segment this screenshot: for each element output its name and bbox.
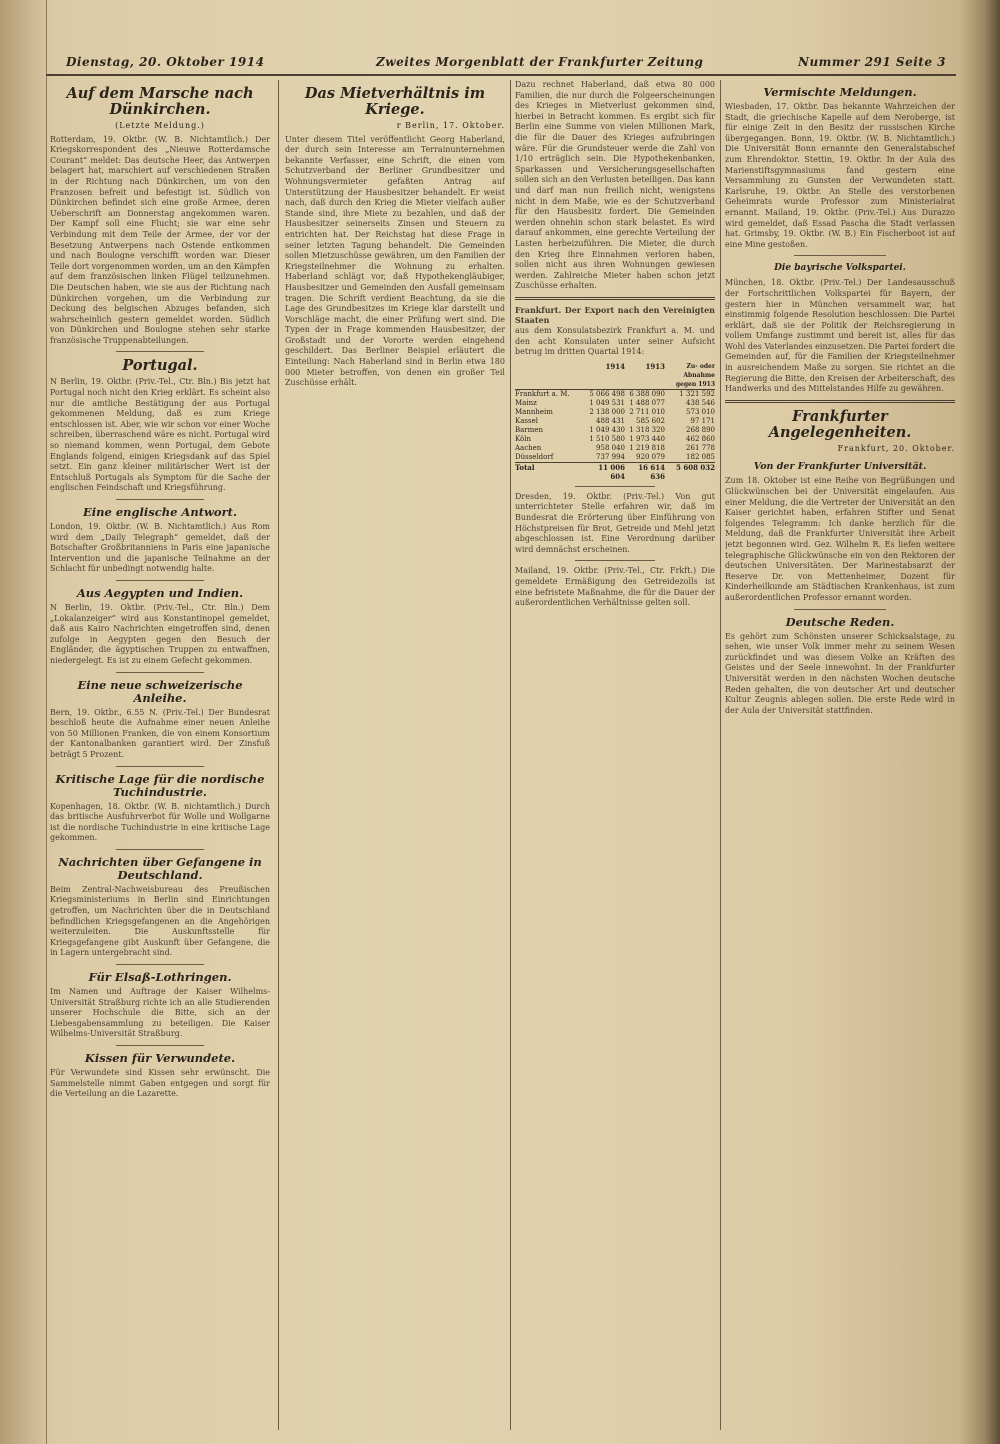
header-date: Dienstag, 20. Oktober 1914 [66, 55, 265, 69]
divider [515, 297, 715, 300]
export-table [515, 362, 715, 481]
table-cell: Düsseldorf [515, 452, 554, 461]
article-text: Es gehört zum Schönsten unserer Schicksalstage, zu sehen, wie unser Volk immer mehr zu seinem Wesen zurückfindet und was diesem Volke an Kräften des Geistes und der Seele innewohnt. In der Frankfurter Universität werden in den nächsten Wochen deutsche Reden gehalten, die von deutscher Art und deutscher Kultur Zeugnis ablegen sollen. Die erste Rede wird in der Aula der Universität stattfinden. [725, 631, 955, 715]
column-4 [725, 80, 955, 1430]
article-headline: Nachrichten über Gefangene in Deutschland. [58, 854, 262, 882]
table-row [515, 426, 715, 435]
divider [116, 964, 204, 965]
divider [116, 672, 204, 673]
divider [116, 499, 204, 500]
divider [116, 849, 204, 850]
table-cell: 5 608 032 [676, 462, 715, 472]
table-row [515, 444, 715, 453]
column-rule [510, 80, 511, 1430]
article-text: N Berlin, 19. Oktbr. (Priv.-Tel., Ctr. Bln.) Bis jetzt hat Portugal noch nicht den Krieg erklärt. Es scheint also nur die amtliche Bestätigung der aus Portugal gekommenen Meldung, daß es zum Kriege entschlossen ist. Aber, wie wir schon vor einer Woche schreiben, überraschend wäre es nicht. Portugal wird so niemand kommen, wenn Portugal, dem Gebote Englands folgend, einigen Kriegsdank auf das Spiel setzt. Ein ganz kleiner militärischer Wert ist der Entschluß Portugals als Symptom für die Sache der englischen Feindschaft und Kriegsführung. [50, 377, 270, 493]
table-row [515, 390, 715, 399]
table-cell: 182 085 [686, 452, 715, 461]
article-headline: Die bayrische Volkspartei. [774, 263, 906, 274]
table-total-row [515, 462, 715, 481]
section-dateline: Frankfurt, 20. Oktober. [837, 443, 955, 453]
article-text: Unter diesem Titel veröffentlicht Georg Haberland, der durch sein Interesse am Terrainunternehmen bekannte Verfasser, eine Schrift, die einen vom Schutzverband der Berliner Grundbesitzer und Wohnungsvermieter gefaßten Antrag auf Unterstützung der Hausbesitzer behandelt. Er weist nach, daß durch den Krieg die Mieter vielfach außer Stande sind, ihre Miete zu bezahlen, und daß der Hausbesitzer seinerseits Zinsen und Steuern zu entrichten hat. Der Reichstag hat diese Frage in seiner letzten Tagung behandelt. Die Gemeinden sollen Mietzuschüsse gewähren, um den Familien der Kriegsteilnehmer die Wohnung zu erhalten. Haberland schlägt vor, daß Hypothekengläubiger, Hausbesitzer und Gemeinden den Ausfall gemeinsam tragen. Die Schrift verdient Beachtung, da sie die Lage des Grundbesitzes im Kriege klar darstellt und Vorschläge macht, die einer Prüfung wert sind. Die Typen der in Frage kommenden Hausbesitzer, der Großstadt und der Vororte werden eingehend geschildert. Das Berliner Beispiel erläutert die Einteilung: Nach Haberland sind in Berlin etwa 180 000 Mieter betroffen, von denen ein großer Teil Zuschüsse erhält. [285, 134, 505, 388]
table-cell: Mainz [515, 398, 537, 407]
table-cell: 1 488 077 [629, 398, 665, 407]
article-headline: Für Elsaß-Lothringen. [88, 970, 232, 985]
table-cell: 16 614 636 [638, 462, 665, 481]
article-headline: Eine neue schweizerische Anleihe. [77, 677, 243, 705]
article-headline: Deutsche Reden. [785, 614, 895, 629]
table-cell: 462 860 [686, 434, 715, 443]
table-cell: Mannheim [515, 407, 553, 416]
divider [116, 1045, 204, 1046]
article-text: Dresden, 19. Oktbr. (Priv.-Tel.) Von gut unterrichteter Stelle erfahren wir, daß im Bundesrat die Erörterung über Einführung von Höchstpreisen für Brot, Getreide und Mehl jetzt abgeschlossen ist. Eine Verordnung darüber wird demnächst erscheinen. [515, 491, 715, 554]
table-header: 1914 [605, 361, 625, 371]
table-cell: 1 049 531 [589, 398, 625, 407]
table-cell: 5 066 498 [589, 389, 625, 398]
column-rule [278, 80, 279, 1430]
table-cell: 97 171 [690, 416, 715, 425]
article-headline: Aus Aegypten und Indien. [76, 585, 244, 600]
table-cell: 438 546 [686, 398, 715, 407]
article-text: Zum 18. Oktober ist eine Reihe von Begrüßungen und Glückwünschen bei der Universität eingelaufen. Aus einer Meldung, die die Vertreter der Universität an den Kaiser gerichtet haben, erfahren Stifter und Senat folgendes Telegramm: Ich danke herzlich für die Meldung, daß die Frankfurter Universität ihre Arbeit jetzt begonnen wird. Gez. Wilhelm R. Es liefen weitere telegraphische Glückwünsche ein von den Rektoren der deutschen Universitäten. Der Marinestabsarzt der Reserve Dr. von Mettenheimer, Dozent für Kinderheilkunde am Städtischen Krankenhaus, ist zum außerordentlichen Professor ernannt worden. [725, 476, 955, 602]
article-text: Beim Zentral-Nachweisbureau des Preußischen Kriegsministeriums in Berlin sind Einrichtungen getroffen, um Nachrichten über die in Deutschland befindlichen Kriegsgefangenen an die Angehörigen weiterzuleiten. Die Auskunftsstelle für Kriegsgefangene gibt Auskunft über Gefangene, die in Lagern untergebracht sind. [50, 884, 270, 958]
divider [116, 580, 204, 581]
table-row [515, 453, 715, 462]
page-header [46, 52, 956, 76]
article-headline: Eine englische Antwort. [83, 505, 237, 519]
article-headline: Das Mietverhältnis im Kriege. [304, 85, 486, 118]
table-cell: 2 138 000 [589, 407, 625, 416]
article-text: Für Verwundete sind Kissen sehr erwünscht. Die Sammelstelle nimmt Gaben entgegen und sorgt für die Verteilung an die Lazarette. [50, 1068, 270, 1099]
article-headline: Kritische Lage für die nordische Tuchindustrie. [55, 771, 265, 799]
column-3 [515, 80, 715, 1430]
table-cell: Aachen [515, 443, 542, 452]
binding-edge [960, 0, 1000, 1444]
table-row [515, 417, 715, 426]
article-text: Bern, 19. Oktbr., 6.55 N. (Priv.-Tel.) Der Bundesrat beschloß heute die Aufnahme einer neuen Anleihe von 50 Millionen Franken, die von einem Konsortium der Kantonalbanken garantiert wird. Der Zinsfuß beträgt 5 Prozent. [50, 707, 270, 759]
article-text: Dazu rechnet Haberland, daß etwa 80 000 Familien, die nur durch die Folgeerscheinungen des Krieges in Mietverlust gekommen sind, hierbei in Betracht kommen. Es ergibt sich für Berlin eine Summe von vielen Millionen Mark, die für die Dauer des Krieges aufzubringen wäre. Für die Grundsteuer werde die Zahl von 1/10 erträglich sein. Die Hypothekenbanken, Sparkassen und Versicherungsgesellschaften sollen sich an den Verlusten beteiligen. Das kann und darf man nun freilich nicht, wenigstens nicht in dem Maße, wie es der Schutzverband für den Hausbesitz fordert. Die Gemeinden werden ohnehin schon stark belastet. Es wird darauf ankommen, eine gerechte Verteilung der Lasten herbeizuführen. Die Mieter, die durch den Krieg ihre Einnahmen verloren haben, sollen nicht aus ihren Wohnungen gewiesen werden. Zahlreiche Mieter haben schon jetzt Zuschüsse erhalten. [515, 80, 715, 291]
column-2 [285, 80, 505, 1430]
column-1 [50, 80, 270, 1430]
table-cell: 6 388 090 [629, 389, 665, 398]
divider [725, 400, 955, 403]
header-page-number: Nummer 291 Seite 3 [797, 55, 946, 69]
table-cell: 1 321 592 [679, 389, 715, 398]
article-headline: Vermischte Meldungen. [763, 85, 917, 99]
table-cell: 1 973 440 [629, 434, 665, 443]
table-cell: Total [515, 462, 535, 472]
header-title: Zweites Morgenblatt der Frankfurter Zeitung [376, 55, 704, 69]
article-text: Im Namen und Auftrage der Kaiser Wilhelms-Universität Straßburg richte ich an alle Studierenden unserer Hochschule die Bitte, sich an der Liebesgabensammlung zu beteiligen. Die Kaiser Wilhelms-Universität Straßburg. [50, 987, 270, 1039]
divider [575, 486, 655, 487]
article-text: München, 18. Oktbr. (Priv.-Tel.) Der Landesausschuß der Fortschrittlichen Volkspartei für Bayern, der gestern hier in München versammelt war, hat einstimmig folgende Resolution beschlossen: Die Partei erklärt, daß sie der Politik der Reichsregierung in vollem Umfange zustimmt und bereit ist, alles für das Wohl des Vaterlandes einzusetzen. Die Partei fordert die Gemeinden auf, für die Familien der Kriegsteilnehmer in ausreichendem Maße zu sorgen. Sie richtet an die Regierung die Bitte, den Kreisen der Arbeiterschaft, des Handwerks und des Mittelstandes Hilfe zu gewähren. [725, 278, 955, 394]
column-rule [720, 80, 721, 1430]
table-row [515, 408, 715, 417]
article-headline: Portugal. [122, 357, 198, 375]
table-cell: 573 010 [686, 407, 715, 416]
table-row [515, 435, 715, 444]
table-cell: 737 994 [596, 452, 625, 461]
table-cell: 1 510 580 [589, 434, 625, 443]
table-header: 1913 [645, 361, 665, 371]
export-intro: aus dem Konsulatsbezirk Frankfurt a. M. und den acht Konsulaten unter seiner Aufsicht betrug im dritten Quartal 1914: [515, 326, 715, 357]
table-row [515, 399, 715, 408]
article-headline: Auf dem Marsche nach Dünkirchen. [66, 85, 254, 118]
table-cell: 585 602 [636, 416, 665, 425]
table-cell: 11 006 604 [598, 462, 625, 481]
table-cell: 1 049 430 [589, 425, 625, 434]
article-text: Wiesbaden, 17. Oktbr. Das bekannte Wahrzeichen der Stadt, die griechische Kapelle auf dem Neroberge, ist für einige Zeit in den Besitz der russischen Kirche übergegangen. Bonn, 19. Oktbr. (W. B. Nichtamtlich.) Die Universität Bonn ernannte den Generalstabschef zum Ehrendoktor. Stettin, 19. Oktbr. In der Aula des Marienstiftsgymnasiums fand gestern eine Versammlung zu Gunsten der Verwundeten statt. Karlsruhe, 19. Oktbr. An Stelle des verstorbenen Geheimrats wurde Professor zum Ministerialrat ernannt. Mailand, 19. Oktbr. (Priv.-Tel.) Aus Durazzo wird gemeldet, daß Essad Pascha die Stadt verlassen hat. Grimsby, 19. Oktbr. (W. B.) Ein Fischerboot ist auf eine Mine gestoßen. [725, 102, 955, 249]
table-cell: Kassel [515, 416, 538, 425]
article-headline: Von der Frankfurter Universität. [753, 461, 927, 473]
table-header: Zu- oder Abnahme gegen 1913 [675, 362, 715, 388]
table-cell: 488 431 [596, 416, 625, 425]
article-text: Rotterdam, 19. Oktbr. (W. B. Nichtamtlich.) Der Kriegskorrespondent des „Nieuwe Rotterdamsche Courant“ meldet: Das deutsche Heer, das Antwerpen belagert hat, marschiert auf verschiedenen Straßen in der Richtung nach Dünkirchen, um von den Franzosen befreit und befestigt ist. Südlich von Dünkirchen befindet sich eine große Armee, deren Ueberschrift am Donnerstag angekommen waren. Der Kampf soll eine Flucht; sie war eine sehr Verbindung mit dem Teile der Armee, der vor der Besetzung Antwerpens nach Ostende entkommen und nach Boulogne verschifft worden war. Dieser Teile dort vorgenommen worden, um an den Kämpfen auf dem französischen linken Flügel teilzunehmen. Die Deutschen haben, wie sie aus der Richtung nach Dünkirchen vorgehen, um die Verbindung zur Deckung des belgischen Abzuges befanden, sich wahrscheinlich gestern gemeldet worden. Südlich von Dünkirchen und Boulogne stehen sehr starke französische Truppenabteilungen. [50, 134, 270, 345]
table-cell: 920 079 [636, 452, 665, 461]
table-cell: Barmen [515, 425, 543, 434]
export-headline: Frankfurt. Der Export nach den Vereinigten Staaten [515, 304, 715, 326]
table-cell: 1 318 320 [629, 425, 665, 434]
section-headline: Frankfurter Angelegenheiten. [768, 407, 912, 441]
divider [794, 609, 886, 610]
table-cell: 261 778 [686, 443, 715, 452]
article-text: Mailand, 19. Oktbr. (Priv.-Tel., Ctr. Frkft.) Die gemeldete Ermäßigung des Getreidezolls ist eine befristete Maßnahme, die für die Dauer der außerordentlichen Verhältnisse gelten soll. [515, 566, 715, 608]
divider [575, 560, 655, 561]
table-cell: 958 040 [596, 443, 625, 452]
divider [116, 351, 204, 352]
table-cell: 268 890 [686, 425, 715, 434]
article-subline: (Letzte Meldung.) [115, 121, 205, 130]
table-cell: 2 711 010 [629, 407, 665, 416]
table-cell: Köln [515, 434, 532, 443]
table-cell: Frankfurt a. M. [515, 389, 570, 398]
divider [794, 255, 886, 256]
article-text: N Berlin, 19. Oktbr. (Priv.-Tel., Ctr. Bln.) Dem „Lokalanzeiger“ wird aus Konstantinopel gemeldet, daß aus Kairo Nachrichten eingetroffen sind, denen zufolge in Aegypten gegen den Besuch der Engländer, die ägyptischen Truppen zu entwaffnen, niedergelegt. Es ist zu einem Gefecht gekommen. [50, 602, 270, 665]
table-cell: 1 219 818 [629, 443, 665, 452]
previous-page-edge [0, 0, 47, 1444]
article-headline: Kissen für Verwundete. [84, 1051, 236, 1065]
article-text: Kopenhagen, 18. Oktbr. (W. B. nichtamtlich.) Durch das britische Ausfuhrverbot für Wolle und Wollgarne ist die nordische Tuchindustrie in eine kritische Lage gekommen. [50, 801, 270, 843]
divider [116, 766, 204, 767]
article-dateline: r Berlin, 17. Oktober. [396, 121, 505, 130]
article-text: London, 19. Oktbr. (W. B. Nichtamtlich.) Aus Rom wird dem „Daily Telegraph“ gemeldet, daß der Botschafter Großbritanniens in Paris eine japanische Intervention und die japanische Teilnahme an der Schlacht für unbedingt notwendig halte. [50, 522, 270, 574]
